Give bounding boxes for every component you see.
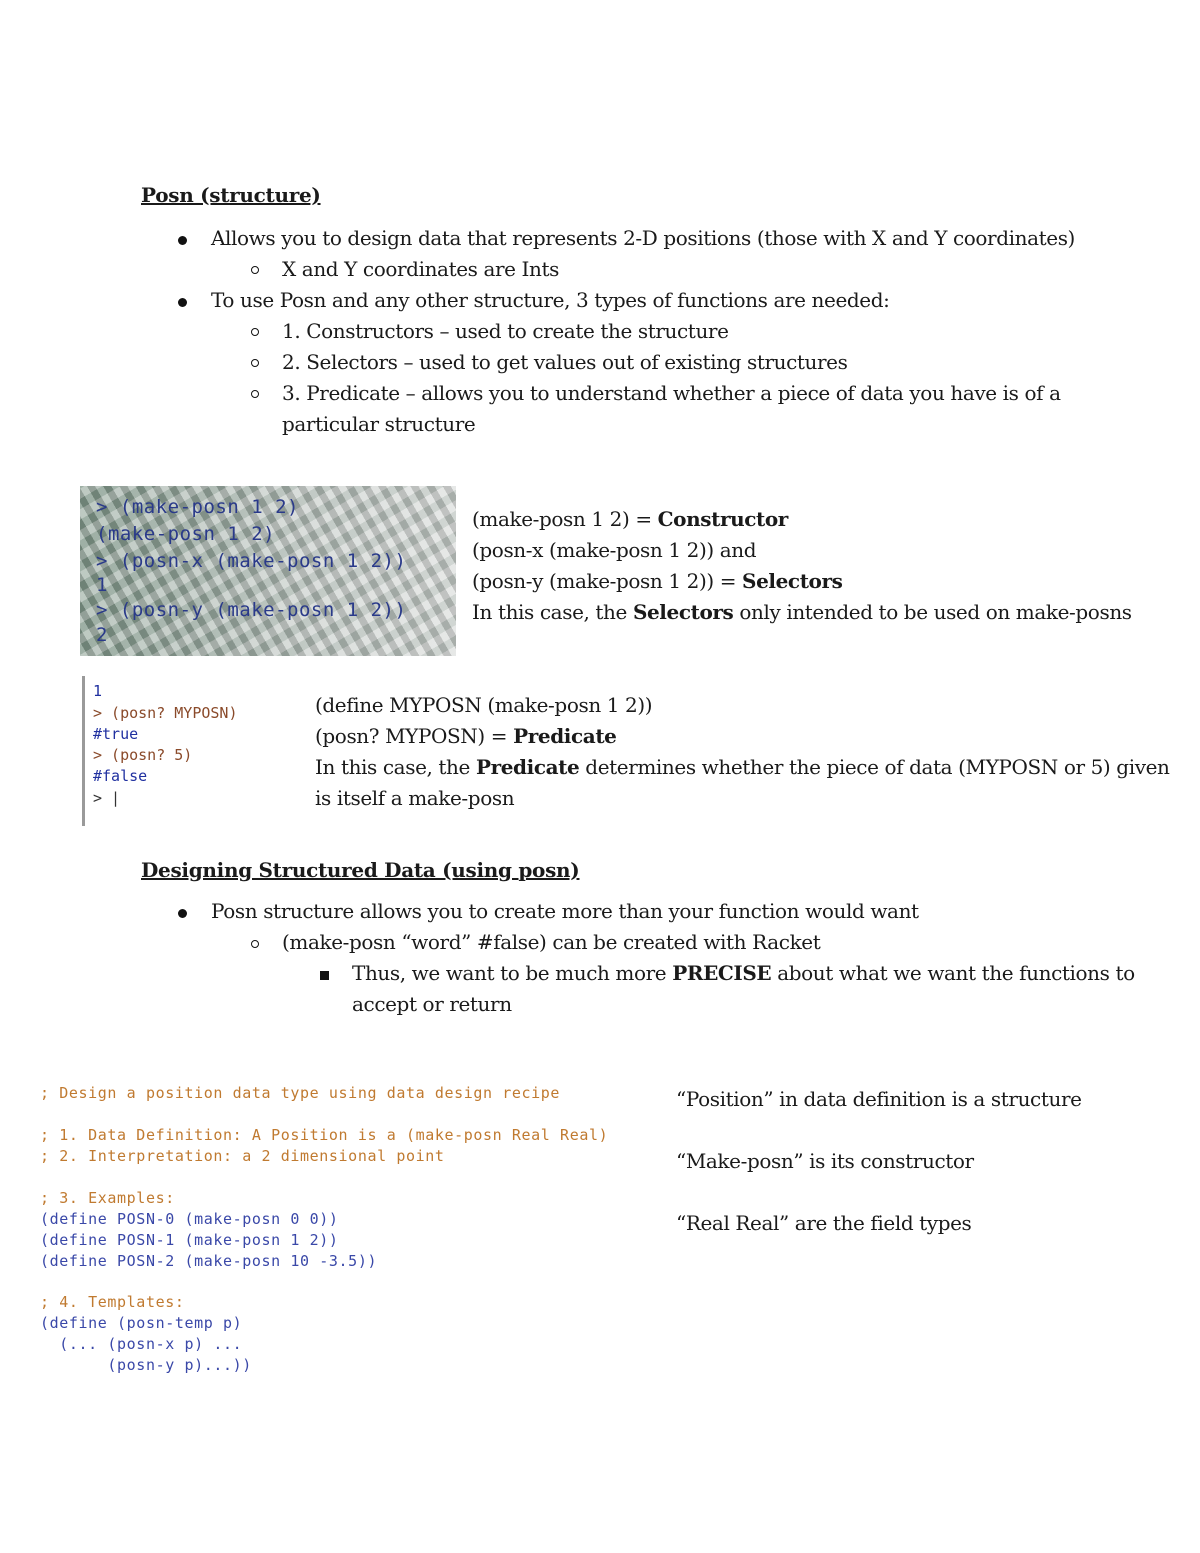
bullet-text: Thus, we want to be much more PRECISE about what we want the functions to [352,961,1135,985]
bullet-text: X and Y coordinates are Ints [282,257,560,281]
bullet-text: particular structure [282,412,476,436]
bullet-text: 2. Selectors – used to get values out of existing structures [282,350,848,374]
repl-screenshot-predicate [82,676,285,826]
bullet-text: Posn structure allows you to create more than your function would want [211,899,919,923]
bullet-icon [178,236,187,245]
repl-screenshot-selectors [80,486,456,656]
note-field-types: “Real Real” are the field types [676,1211,972,1235]
note-selector-y: (posn-y (make-posn 1 2)) = Selectors [472,569,843,593]
note-predicate-usage-cont: is itself a make-posn [315,786,515,810]
bullet-text: 3. Predicate – allows you to understand whether a piece of data you have is of a [282,381,1061,405]
code-line: > (posn? 5) [93,746,193,764]
bullet-text: To use Posn and any other structure, 3 types of functions are needed: [211,288,890,312]
bullet-icon [178,298,187,307]
note-selectors-usage: In this case, the Selectors only intended to be used on make-posns [472,600,1132,624]
code-line: 1 [96,574,108,596]
note-position-structure: “Position” in data definition is a structure [676,1087,1082,1111]
sub-bullet-icon [251,266,259,274]
code-line: #true [93,725,139,743]
sub-bullet-icon [251,940,259,948]
code-line: ; 2. Interpretation: a 2 dimensional point [40,1147,445,1165]
code-line: (define POSN-1 (make-posn 1 2)) [40,1231,339,1249]
code-line: (define (posn-temp p) [40,1314,243,1332]
bullet-icon [178,909,187,918]
code-line: (define POSN-0 (make-posn 0 0)) [40,1210,339,1228]
sub-bullet-icon [251,359,259,367]
code-line: (... (posn-x p) ... [40,1335,243,1353]
bullet-text: accept or return [352,992,512,1016]
code-line: (posn-y p)...)) [40,1356,252,1374]
bullet-text: (make-posn “word” #false) can be created with Racket [282,930,821,954]
code-line: > (posn-y (make-posn 1 2)) [96,599,407,621]
note-predicate-usage: In this case, the Predicate determines whether the piece of data (MYPOSN or 5) given [315,755,1170,779]
code-line: > (posn? MYPOSN) [93,704,238,722]
code-line: ; 1. Data Definition: A Position is a (make-posn Real Real) [40,1126,609,1144]
note-selector-x: (posn-x (make-posn 1 2)) and [472,538,757,562]
sub-sub-bullet-icon [320,971,329,980]
note-predicate: (posn? MYPOSN) = Predicate [315,724,617,748]
sub-bullet-icon [251,390,259,398]
section-heading-designing: Designing Structured Data (using posn) [141,858,580,882]
code-line: ; Design a position data type using data design recipe [40,1084,561,1102]
bullet-text: Allows you to design data that represents 2-D positions (those with X and Y coordinates) [211,226,1075,250]
note-make-posn-constructor: “Make-posn” is its constructor [676,1149,974,1173]
code-line: > (make-posn 1 2) [96,496,299,518]
bullet-text: 1. Constructors – used to create the structure [282,319,729,343]
code-line: ; 3. Examples: [40,1189,175,1207]
code-line: 1 [93,682,103,700]
code-line: 2 [96,624,108,646]
code-line: > | [93,789,121,807]
code-line: (define POSN-2 (make-posn 10 -3.5)) [40,1252,378,1270]
sub-bullet-icon [251,328,259,336]
code-line: #false [93,767,148,785]
code-line: > (posn-x (make-posn 1 2)) [96,550,407,572]
code-line: ; 4. Templates: [40,1293,185,1311]
design-recipe-code-screenshot [40,1080,680,1380]
note-constructor: (make-posn 1 2) = Constructor [472,507,788,531]
code-line: (make-posn 1 2) [96,523,276,545]
note-define: (define MYPOSN (make-posn 1 2)) [315,693,653,717]
section-heading-posn: Posn (structure) [141,183,321,207]
